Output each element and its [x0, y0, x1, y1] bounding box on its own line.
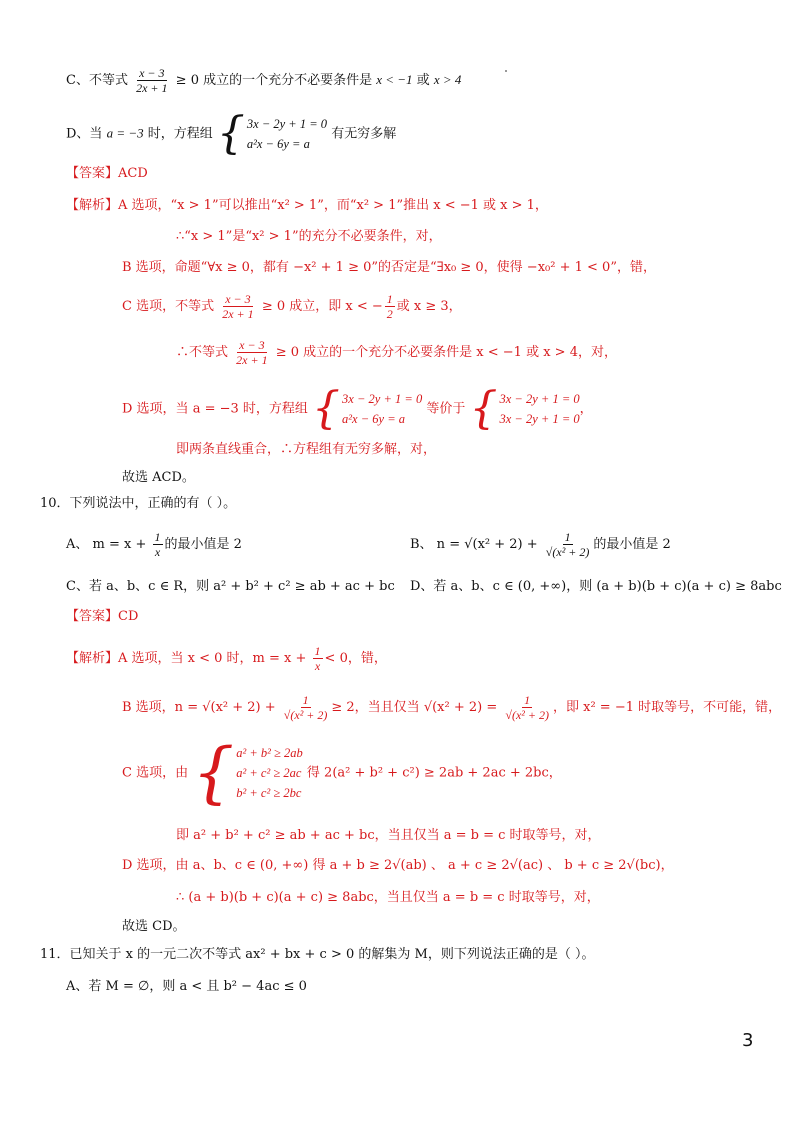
q9-c-mid: ≥ 0 成立的一个充分不必要条件是 — [175, 73, 377, 88]
q9-c-prefix: C、不等式 — [66, 73, 128, 88]
answer-tag: 【答案】 — [66, 166, 119, 181]
q9-analysis-c1: C 选项，不等式 $\frac{x - 3}{2x + 1}$ ≥ 0 成立，即 x < − $\frac{1}{2}$ 或 x ≥ 3， — [122, 292, 462, 321]
fraction: $\frac{1}{x}$ — [154, 530, 161, 559]
q10-option-b: B、 n = √(x² + 2) + $\frac{1}{\text{√(x² + 2)}}$ 的最小值是 2 — [410, 530, 671, 559]
q10-option-d: D、若 a、b、c ∈ (0, +∞)，则 (a + b)(b + c)(a + c) ≥ 8abc — [410, 579, 782, 594]
equation-system: { 3x − 2y + 1 = 0 3x − 2y + 1 = 0 — [469, 383, 580, 434]
q10-option-a: A、 m = x + $\frac{1}{x}$ 的最小值是 2 — [66, 530, 242, 559]
q9-d-eq2: a²x − 6y = a — [246, 137, 310, 151]
q10-analysis-d1: D 选项，由 a、b、c ∈ (0, +∞) 得 a + b ≥ 2√(ab) 、 a + c ≥ 2√(ac) 、 b + c ≥ 2√(bc)， — [122, 858, 674, 873]
q9-option-d — [66, 108, 397, 159]
q10-stem: 10．下列说法中，正确的有（ ）。 — [40, 496, 237, 511]
q10-analysis-d2: ∴ (a + b)(b + c)(a + c) ≥ 8abc，当且仅当 a = b = c 时取等号，对， — [176, 890, 600, 905]
fraction: $\frac{x - 3}{2x + 1}$ — [222, 292, 254, 321]
q10-analysis-c: C 选项，由 { a² + b² ≥ 2ab a² + c² ≥ 2ac b² + c² ≥ 2bc 得 2(a² + b² + c²) ≥ 2ab + 2ac + 2bc， — [122, 734, 562, 811]
q9-c-den: 2x + 1 — [136, 81, 168, 95]
q9-d-system: { 3x − 2y + 1 = 0 a²x − 6y = a — [216, 108, 328, 159]
q10-answer: 【答案】CD — [66, 609, 139, 624]
q9-answer — [66, 165, 148, 183]
q9-c-or: 或 — [412, 73, 434, 88]
answer-value: ACD — [118, 166, 148, 181]
q9-c-cond1: x < −1 — [376, 72, 413, 87]
q9-analysis-d2: 即两条直线重合，∴方程组有无穷多解，对， — [176, 442, 437, 457]
fraction: $\frac{1}{\text{√(x² + 2)}}$ — [505, 693, 549, 722]
q9-conclusion: 故选 ACD。 — [122, 470, 195, 485]
q9-analysis-a1: 【解析】A 选项，“x > 1”可以推出“x² > 1”，而“x² > 1”推出 x < −1 或 x > 1， — [66, 198, 548, 213]
scan-dot — [505, 70, 507, 72]
q9-d-eq1: 3x − 2y + 1 = 0 — [246, 117, 328, 131]
analysis-tag: 【解析】 — [66, 198, 119, 213]
q9-d-suffix: 有无穷多解 — [331, 126, 397, 142]
q10-analysis-a: 【解析】A 选项，当 x < 0 时，m = x + $\frac{1}{x}$ < 0，错， — [66, 644, 387, 673]
q9-d-prefix: D、当 — [66, 126, 107, 142]
q9-d-mid: 时，方程组 — [143, 126, 213, 142]
q9-c-fraction — [134, 66, 169, 95]
fraction: $\frac{1}{x}$ — [314, 644, 321, 673]
q10-conclusion: 故选 CD。 — [122, 919, 186, 934]
fraction: $\frac{x - 3}{2x + 1}$ — [236, 338, 268, 367]
q9-c-cond2: x > 4 — [433, 72, 462, 87]
fraction: $\frac{1}{2}$ — [386, 292, 393, 321]
q9-analysis-d1: D 选项，当 a = −3 时，方程组 { 3x − 2y + 1 = 0 a²x − 6y = a 等价于 { 3x − 2y + 1 = 0 3x − 2y + 1 = 0 ， — [122, 383, 593, 434]
q9-analysis-a2: ∴“x > 1”是“x² > 1”的充分不必要条件，对， — [176, 229, 442, 244]
inequality-system: { a² + b² ≥ 2ab a² + c² ≥ 2ac b² + c² ≥ 2bc — [192, 734, 303, 811]
q9-option-c — [66, 66, 461, 95]
q10-analysis-c2: 即 a² + b² + c² ≥ ab + ac + bc，当且仅当 a = b = c 时取等号，对， — [176, 828, 601, 843]
q9-analysis-c2: ∴不等式 $\frac{x - 3}{2x + 1}$ ≥ 0 成立的一个充分不必要条件是 x < −1 或 x > 4，对， — [176, 338, 617, 367]
q9-analysis-b: B 选项，命题“∀x ≥ 0，都有 −x² + 1 ≥ 0”的否定是“∃x₀ ≥ 0，使得 −x₀² + 1 < 0”，错， — [122, 260, 656, 275]
q9-c-num: x − 3 — [139, 66, 165, 80]
page-number: 3 — [742, 1030, 754, 1051]
q10-option-c: C、若 a、b、c ∈ R，则 a² + b² + c² ≥ ab + ac + bc — [66, 579, 395, 594]
fraction: $\frac{1}{\text{√(x² + 2)}}$ — [283, 693, 328, 722]
equation-system: { 3x − 2y + 1 = 0 a²x − 6y = a — [312, 383, 423, 434]
q10-analysis-b: B 选项，n = √(x² + 2) + $\frac{1}{\text{√(x² + 2)}}$ ≥ 2，当且仅当 √(x² + 2) = $\frac{1}{\text{√(x² + 2)}}$ ，即 x² = −1 时取等号，不可能，错， — [122, 693, 782, 722]
fraction: $\frac{1}{\text{√(x² + 2)}}$ — [545, 530, 590, 559]
q11-stem: 11．已知关于 x 的一元二次不等式 ax² + bx + c > 0 的解集为 M，则下列说法正确的是（ ）。 — [40, 947, 595, 962]
q11-option-a: A、若 M = ∅，则 a < 且 b² − 4ac ≤ 0 — [66, 979, 307, 994]
q9-d-cond: a = −3 — [106, 125, 144, 141]
